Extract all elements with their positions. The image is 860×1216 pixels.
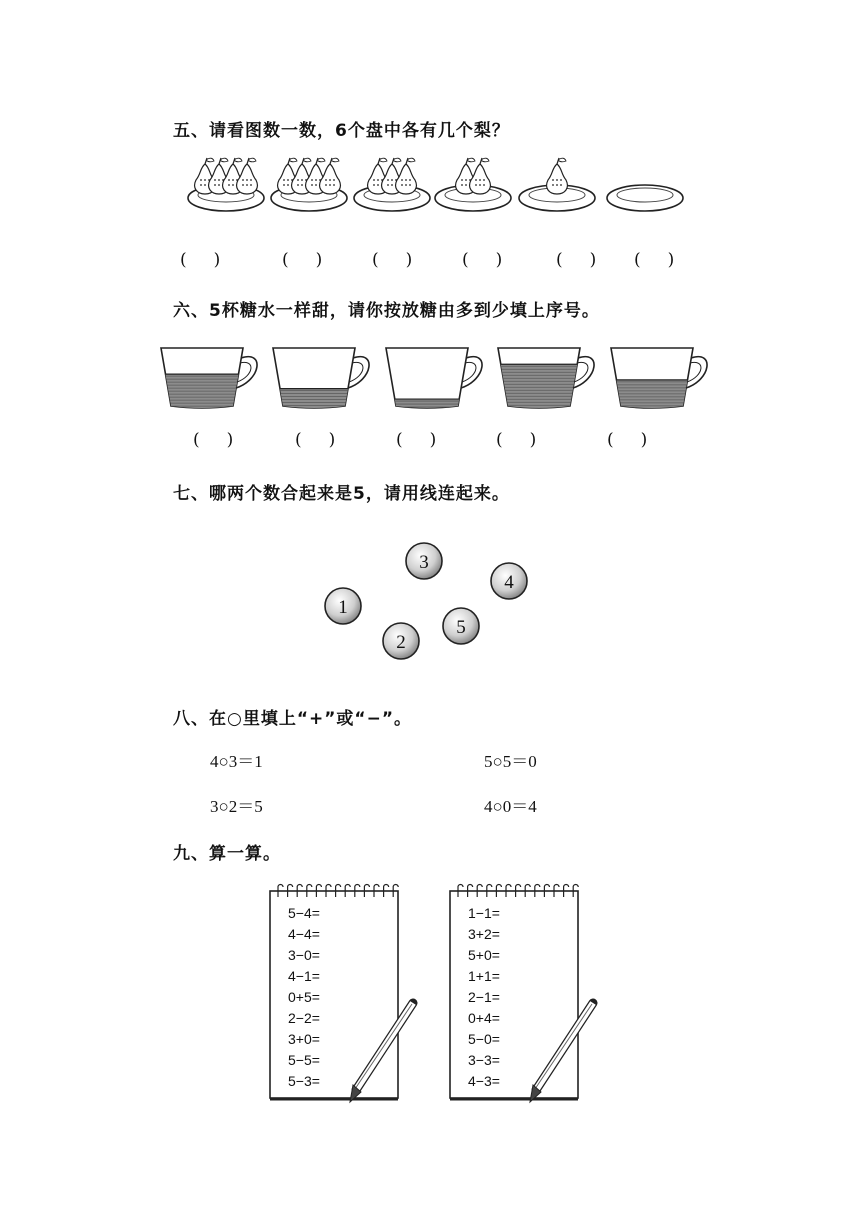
answer-blank[interactable]: ( ) xyxy=(282,250,323,270)
answer-blank[interactable]: ( ) xyxy=(180,250,221,270)
arithmetic-problem[interactable]: 5−0= xyxy=(468,1031,500,1047)
q6-title: 六、5杯糖水一样甜，请你按放糖由多到少填上序号。 xyxy=(173,301,600,321)
q5-title: 五、请看图数一数，6个盘中各有几个梨？ xyxy=(173,121,510,141)
equation-4[interactable]: 4○0＝4 xyxy=(484,797,537,816)
arithmetic-problem[interactable]: 1+1= xyxy=(468,968,500,984)
answer-blank[interactable]: ( ) xyxy=(295,430,336,450)
answer-blank[interactable]: ( ) xyxy=(462,250,503,270)
answer-blank[interactable]: ( ) xyxy=(372,250,413,270)
arithmetic-problem[interactable]: 3−0= xyxy=(288,947,320,963)
arithmetic-problem[interactable]: 2−2= xyxy=(288,1010,320,1026)
answer-blank[interactable]: ( ) xyxy=(634,250,675,270)
arithmetic-problem[interactable]: 1−1= xyxy=(468,905,500,921)
arithmetic-problem[interactable]: 3+2= xyxy=(468,926,500,942)
answer-blank[interactable]: ( ) xyxy=(607,430,648,450)
arithmetic-problem[interactable]: 5+0= xyxy=(468,947,500,963)
answer-blank[interactable]: ( ) xyxy=(496,430,537,450)
q9-title: 九、算一算。 xyxy=(173,844,281,864)
arithmetic-problem[interactable]: 0+5= xyxy=(288,989,320,1005)
arithmetic-problem[interactable]: 2−1= xyxy=(468,989,500,1005)
arithmetic-problem[interactable]: 3−3= xyxy=(468,1052,500,1068)
arithmetic-problem[interactable]: 0+4= xyxy=(468,1010,500,1026)
ball-label: 2 xyxy=(396,632,406,653)
equation-3[interactable]: 3○2＝5 xyxy=(210,797,263,816)
arithmetic-problem[interactable]: 3+0= xyxy=(288,1031,320,1047)
equation-1[interactable]: 4○3＝1 xyxy=(210,752,263,771)
q7-title: 七、哪两个数合起来是5，请用线连起来。 xyxy=(173,484,510,504)
arithmetic-problem[interactable]: 4−4= xyxy=(288,926,320,942)
arithmetic-problem[interactable]: 4−1= xyxy=(288,968,320,984)
arithmetic-problem[interactable]: 5−3= xyxy=(288,1073,320,1089)
ball-label: 5 xyxy=(456,617,466,638)
q8-title: 八、在○里填上“+”或“−”。 xyxy=(173,709,413,729)
ball-label: 1 xyxy=(338,597,348,618)
ball-label: 4 xyxy=(504,572,514,593)
answer-blank[interactable]: ( ) xyxy=(556,250,597,270)
answer-blank[interactable]: ( ) xyxy=(193,430,234,450)
arithmetic-problem[interactable]: 4−3= xyxy=(468,1073,500,1089)
arithmetic-problem[interactable]: 5−4= xyxy=(288,905,320,921)
equation-2[interactable]: 5○5＝0 xyxy=(484,752,537,771)
answer-blank[interactable]: ( ) xyxy=(396,430,437,450)
arithmetic-problem[interactable]: 5−5= xyxy=(288,1052,320,1068)
ball-label: 3 xyxy=(419,552,429,573)
